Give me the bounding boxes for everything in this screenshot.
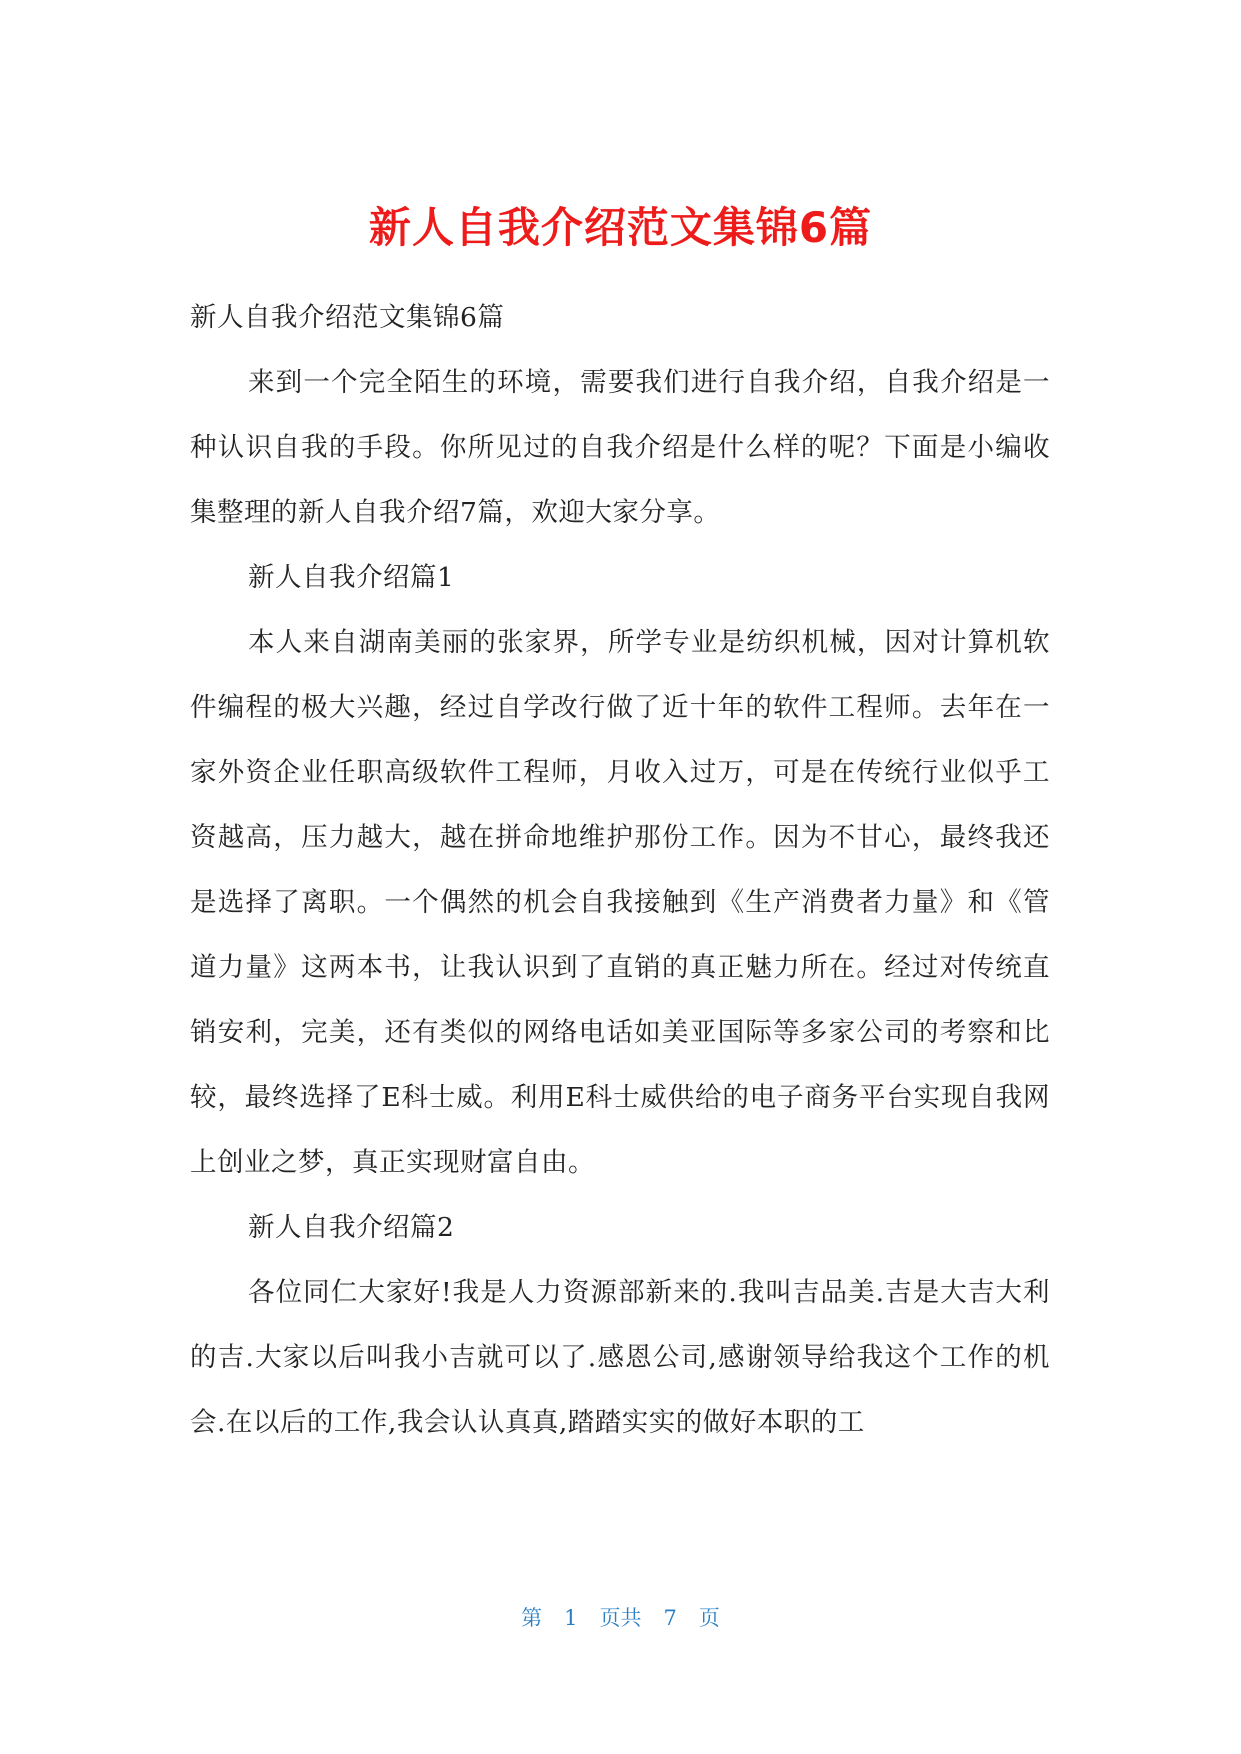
page-footer (0, 1602, 1241, 1632)
section-heading-1: 新人自我介绍篇1 (248, 562, 455, 593)
paragraph-subtitle: 新人自我介绍范文集锦6篇 (190, 302, 505, 333)
footer-current-page: 1 (564, 1606, 578, 1630)
document-title: 新人自我介绍范文集锦6篇 (368, 203, 873, 252)
footer-total-pages: 7 (663, 1606, 677, 1630)
document-body (190, 285, 1050, 1455)
paragraph-intro: 来到一个完全陌生的环境，需要我们进行自我介绍，自我介绍是一种认识自我的手段。你所见过的自我介绍是什么样的呢？下面是小编收集整理的新人自我介绍7篇，欢迎大家分享。 (190, 367, 1050, 528)
paragraph-section-2: 各位同仁大家好!我是人力资源部新来的.我叫吉品美.吉是大吉大利的吉.大家以后叫我小吉就可以了.感恩公司,感谢领导给我这个工作的机会.在以后的工作,我会认认真真,踏踏实实的做好本职的工 (190, 1277, 1050, 1438)
footer-suffix: 页 (698, 1606, 720, 1630)
footer-prefix: 第 (521, 1606, 543, 1630)
footer-middle: 页共 (599, 1606, 642, 1630)
paragraph-section-1: 本人来自湖南美丽的张家界，所学专业是纺织机械，因对计算机软件编程的极大兴趣，经过自学改行做了近十年的软件工程师。去年在一家外资企业任职高级软件工程师，月收入过万，可是在传统行业似乎工资越高，压力越大，越在拼命地维护那份工作。因为不甘心，最终我还是选择了离职。一个偶然的机会自我接触到《生产消费者力量》和《管道力量》这两本书，让我认识到了直销的真正魅力所在。经过对传统直销安利，完美，还有类似的网络电话如美亚国际等多家公司的考察和比较，最终选择了E科士威。利用E科士威供给的电子商务平台实现自我网上创业之梦，真正实现财富自由。 (190, 627, 1050, 1178)
section-heading-2: 新人自我介绍篇2 (248, 1212, 455, 1243)
